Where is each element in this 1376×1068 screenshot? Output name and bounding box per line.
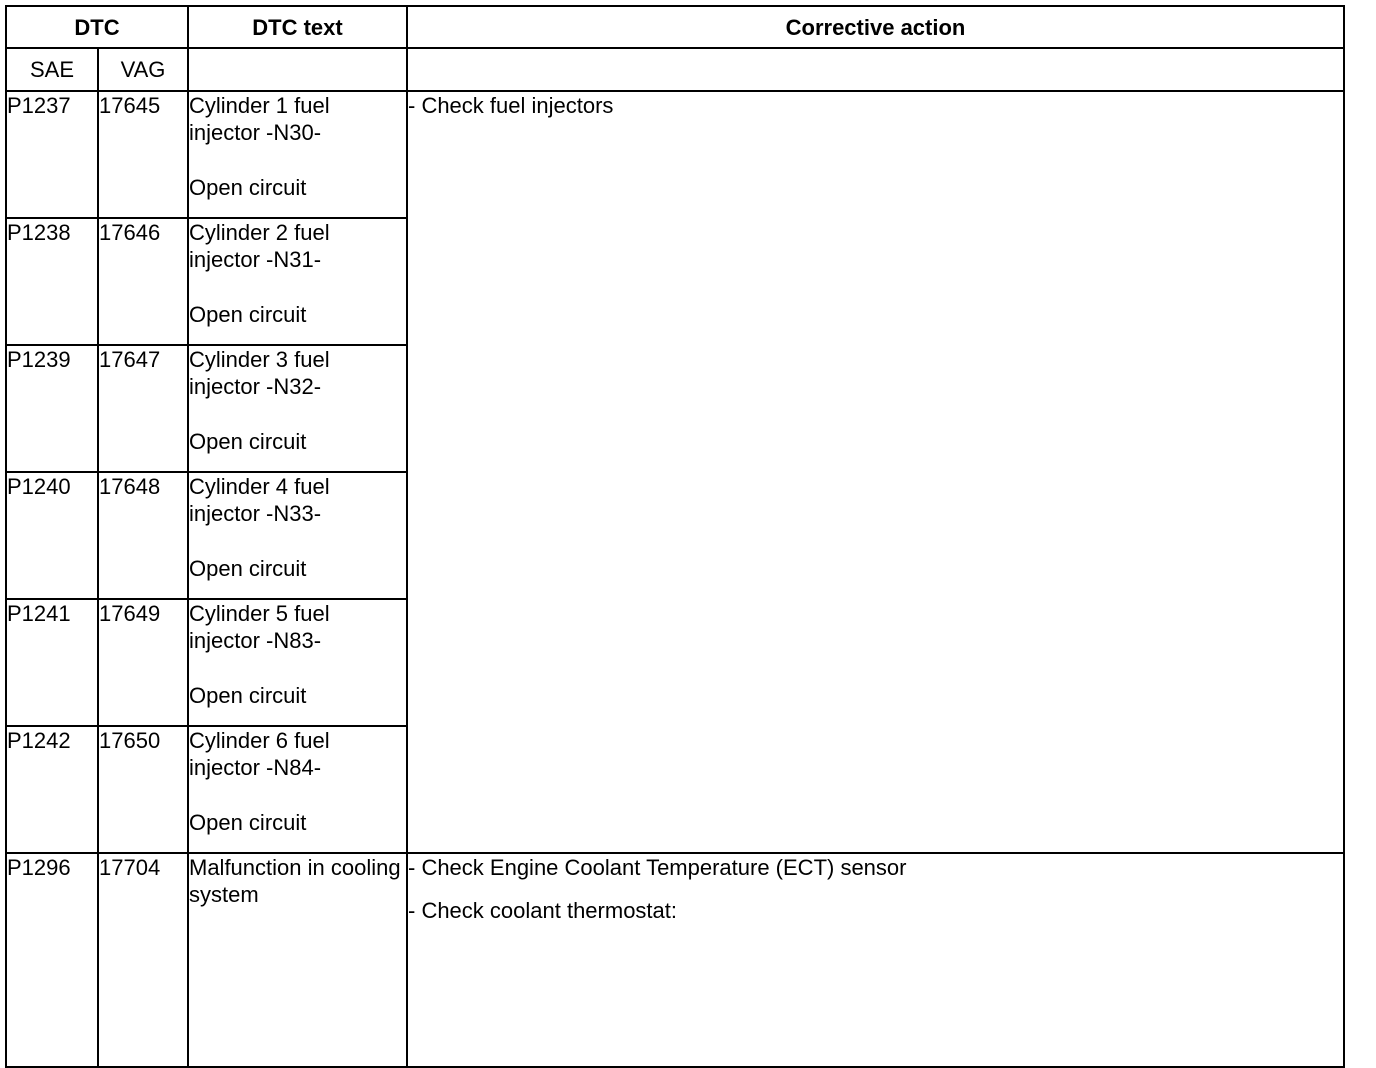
vag-code: 17645 [98,91,188,218]
subheader-row [6,48,1344,91]
corrective-action-injectors [407,91,1344,853]
dtc-description [188,726,407,853]
header-dtc-text: DTC text [188,6,407,48]
table-row [6,91,1344,218]
dtc-text: Cylinder 3 fuel injector -N32- [189,347,330,399]
action-item: - Check coolant thermostat: [408,898,678,923]
header-vag: VAG [98,48,188,91]
table-row [6,853,1344,1067]
action-item: - Check fuel injectors [408,93,614,118]
header-blank [188,48,407,91]
dtc-text: Malfunction in cooling system [189,855,401,907]
vag-code: 17648 [98,472,188,599]
dtc-table [5,5,1345,1068]
header-dtc: DTC [6,6,188,48]
header-row [6,6,1344,48]
sae-code: P1240 [6,472,98,599]
vag-code: 17649 [98,599,188,726]
header-sae: SAE [6,48,98,91]
sae-code: P1296 [6,853,98,1067]
sae-code: P1242 [6,726,98,853]
sae-code: P1241 [6,599,98,726]
sae-code: P1239 [6,345,98,472]
vag-code: 17647 [98,345,188,472]
dtc-description [188,91,407,218]
dtc-condition: Open circuit [189,429,307,454]
header-corrective-action: Corrective action [407,6,1344,48]
dtc-condition: Open circuit [189,556,307,581]
action-item: - Check Engine Coolant Temperature (ECT) sensor [408,855,907,880]
dtc-text: Cylinder 6 fuel injector -N84- [189,728,330,780]
dtc-description [188,853,407,1067]
dtc-text: Cylinder 4 fuel injector -N33- [189,474,330,526]
dtc-text: Cylinder 2 fuel injector -N31- [189,220,330,272]
sae-code: P1238 [6,218,98,345]
dtc-condition: Open circuit [189,302,307,327]
dtc-condition: Open circuit [189,683,307,708]
dtc-condition: Open circuit [189,175,307,200]
header-blank [407,48,1344,91]
dtc-condition: Open circuit [189,810,307,835]
sae-code: P1237 [6,91,98,218]
dtc-description [188,599,407,726]
dtc-description [188,472,407,599]
dtc-description [188,218,407,345]
dtc-description [188,345,407,472]
vag-code: 17646 [98,218,188,345]
dtc-text: Cylinder 1 fuel injector -N30- [189,93,330,145]
vag-code: 17704 [98,853,188,1067]
dtc-text: Cylinder 5 fuel injector -N83- [189,601,330,653]
vag-code: 17650 [98,726,188,853]
corrective-action-cooling [407,853,1344,1067]
